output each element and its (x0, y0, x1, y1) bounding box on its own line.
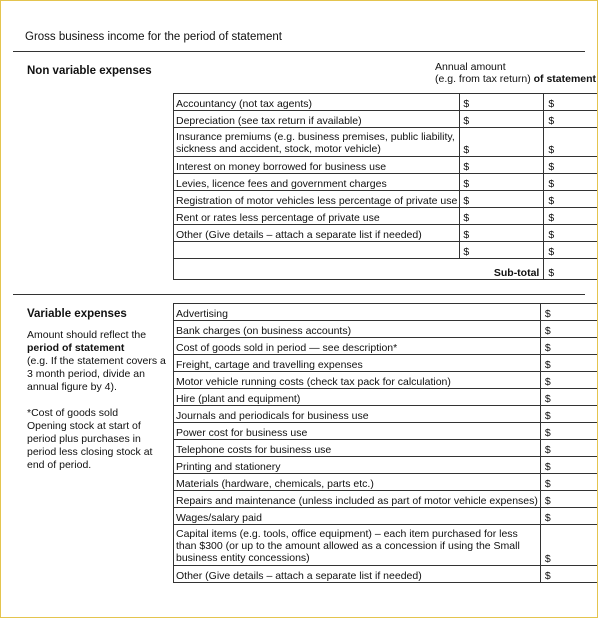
annual-amount-field[interactable]: $ (460, 208, 544, 225)
annual-amount-field[interactable]: $ (460, 242, 544, 259)
statement-amount-field[interactable]: $ (544, 157, 597, 174)
non-variable-title: Non variable expenses (27, 65, 152, 77)
statement-amount-field[interactable]: $ (544, 242, 597, 259)
variable-table (173, 303, 597, 583)
expense-label: Freight, cartage and travelling expenses (174, 355, 541, 372)
statement-amount-field[interactable]: $ (540, 372, 597, 389)
expense-label: Other (Give details – attach a separate list if needed) (174, 566, 541, 583)
expense-label: Repairs and maintenance (unless included as part of motor vehicle expenses) (174, 491, 541, 508)
annual-amount-field[interactable]: $ (460, 111, 544, 128)
table-row (174, 423, 597, 440)
statement-amount-field[interactable]: $ (544, 225, 597, 242)
divider (13, 294, 585, 295)
annual-amount-field[interactable]: $ (460, 174, 544, 191)
annual-amount-line1: Annual amount (435, 61, 506, 73)
expense-label: Wages/salary paid (174, 508, 541, 525)
table-row (174, 440, 597, 457)
annual-amount-line2: (e.g. from tax return) (435, 73, 531, 85)
statement-amount-field[interactable]: $ (544, 191, 597, 208)
table-row (174, 355, 597, 372)
table-row (174, 406, 597, 423)
statement-amount-field[interactable]: $ (540, 389, 597, 406)
statement-amount-field[interactable]: $ (540, 304, 597, 321)
expense-label: Bank charges (on business accounts) (174, 321, 541, 338)
table-row (174, 304, 597, 321)
expense-label: Advertising (174, 304, 541, 321)
note-line3: (e.g. If the statement covers a 3 month period, divide an annual figure by 4). (27, 355, 166, 393)
annual-amount-field[interactable]: $ (460, 94, 544, 111)
table-row (174, 242, 598, 259)
expense-label: Motor vehicle running costs (check tax pack for calculation) (174, 372, 541, 389)
annual-amount-field[interactable]: $ (460, 225, 544, 242)
subtotal-label: Sub-total (174, 259, 544, 280)
expense-label: Hire (plant and equipment) (174, 389, 541, 406)
expense-label: Other (Give details – attach a separate list if needed) (174, 225, 460, 242)
expense-label: Depreciation (see tax return if available) (174, 111, 460, 128)
expense-label: Levies, licence fees and government charges (174, 174, 460, 191)
table-row (174, 157, 598, 174)
statement-amount-field[interactable]: $ (540, 355, 597, 372)
annual-amount-field[interactable]: $ (460, 191, 544, 208)
non-variable-table (173, 93, 597, 280)
expense-label: Interest on money borrowed for business use (174, 157, 460, 174)
expense-label (174, 242, 460, 259)
table-row (174, 372, 597, 389)
subtotal-field[interactable]: $ (544, 259, 597, 280)
statement-amount-field[interactable]: $ (544, 111, 597, 128)
expense-label: Materials (hardware, chemicals, parts etc.) (174, 474, 541, 491)
table-row (174, 225, 598, 242)
annual-amount-header (435, 61, 596, 85)
table-row (174, 508, 597, 525)
expense-label: Accountancy (not tax agents) (174, 94, 460, 111)
subtotal-row (174, 259, 598, 280)
note-line1: Amount should reflect the (27, 329, 147, 341)
annual-amount-field[interactable]: $ (460, 157, 544, 174)
statement-amount-field[interactable]: $ (540, 525, 597, 566)
table-row (174, 208, 598, 225)
expense-label: Journals and periodicals for business use (174, 406, 541, 423)
variable-note (27, 329, 167, 394)
table-row (174, 111, 598, 128)
statement-amount-field[interactable]: $ (540, 440, 597, 457)
statement-amount-field[interactable]: $ (544, 128, 597, 157)
of-statement-header: of statement (533, 73, 597, 85)
statement-amount-field[interactable]: $ (540, 321, 597, 338)
statement-amount-field[interactable]: $ (540, 474, 597, 491)
statement-amount-field[interactable]: $ (540, 566, 597, 583)
statement-amount-field[interactable]: $ (544, 94, 597, 111)
cogs-text: Opening stock at start of period plus purchases in period less closing stock at end of period. (27, 420, 153, 471)
annual-amount-field[interactable]: $ (460, 128, 544, 157)
table-row (174, 338, 597, 355)
statement-amount-field[interactable]: $ (544, 174, 597, 191)
expense-label: Printing and stationery (174, 457, 541, 474)
table-row (174, 491, 597, 508)
expense-label: Insurance premiums (e.g. business premises, public liability, sickness and accident, stock, motor vehicle) (174, 128, 460, 157)
gross-income-label: Gross business income for the period of statement (25, 31, 282, 43)
statement-amount-field[interactable]: $ (540, 457, 597, 474)
table-row (174, 321, 597, 338)
cogs-note (27, 407, 167, 472)
table-row (174, 191, 598, 208)
expense-label: Telephone costs for business use (174, 440, 541, 457)
statement-amount-field[interactable]: $ (540, 508, 597, 525)
variable-title: Variable expenses (27, 308, 127, 320)
expense-label: Registration of motor vehicles less percentage of private use (174, 191, 460, 208)
table-row (174, 474, 597, 491)
table-row (174, 128, 598, 157)
note-bold: period of statement (27, 342, 125, 354)
table-row (174, 389, 597, 406)
expense-label: Power cost for business use (174, 423, 541, 440)
table-row (174, 525, 597, 566)
table-row (174, 457, 597, 474)
cogs-title: *Cost of goods sold (27, 407, 119, 419)
table-row (174, 174, 598, 191)
expense-label: Capital items (e.g. tools, office equipment) – each item purchased for less than $300 (or up to the amount allowed as a concession if using the Small business entity concessions) (174, 525, 541, 566)
statement-amount-field[interactable]: $ (540, 406, 597, 423)
table-row (174, 94, 598, 111)
expense-label: Rent or rates less percentage of private use (174, 208, 460, 225)
statement-amount-field[interactable]: $ (540, 338, 597, 355)
expense-label: Cost of goods sold in period — see description* (174, 338, 541, 355)
statement-amount-field[interactable]: $ (540, 491, 597, 508)
statement-amount-field[interactable]: $ (544, 208, 597, 225)
table-row (174, 566, 597, 583)
statement-amount-field[interactable]: $ (540, 423, 597, 440)
divider (13, 51, 585, 52)
